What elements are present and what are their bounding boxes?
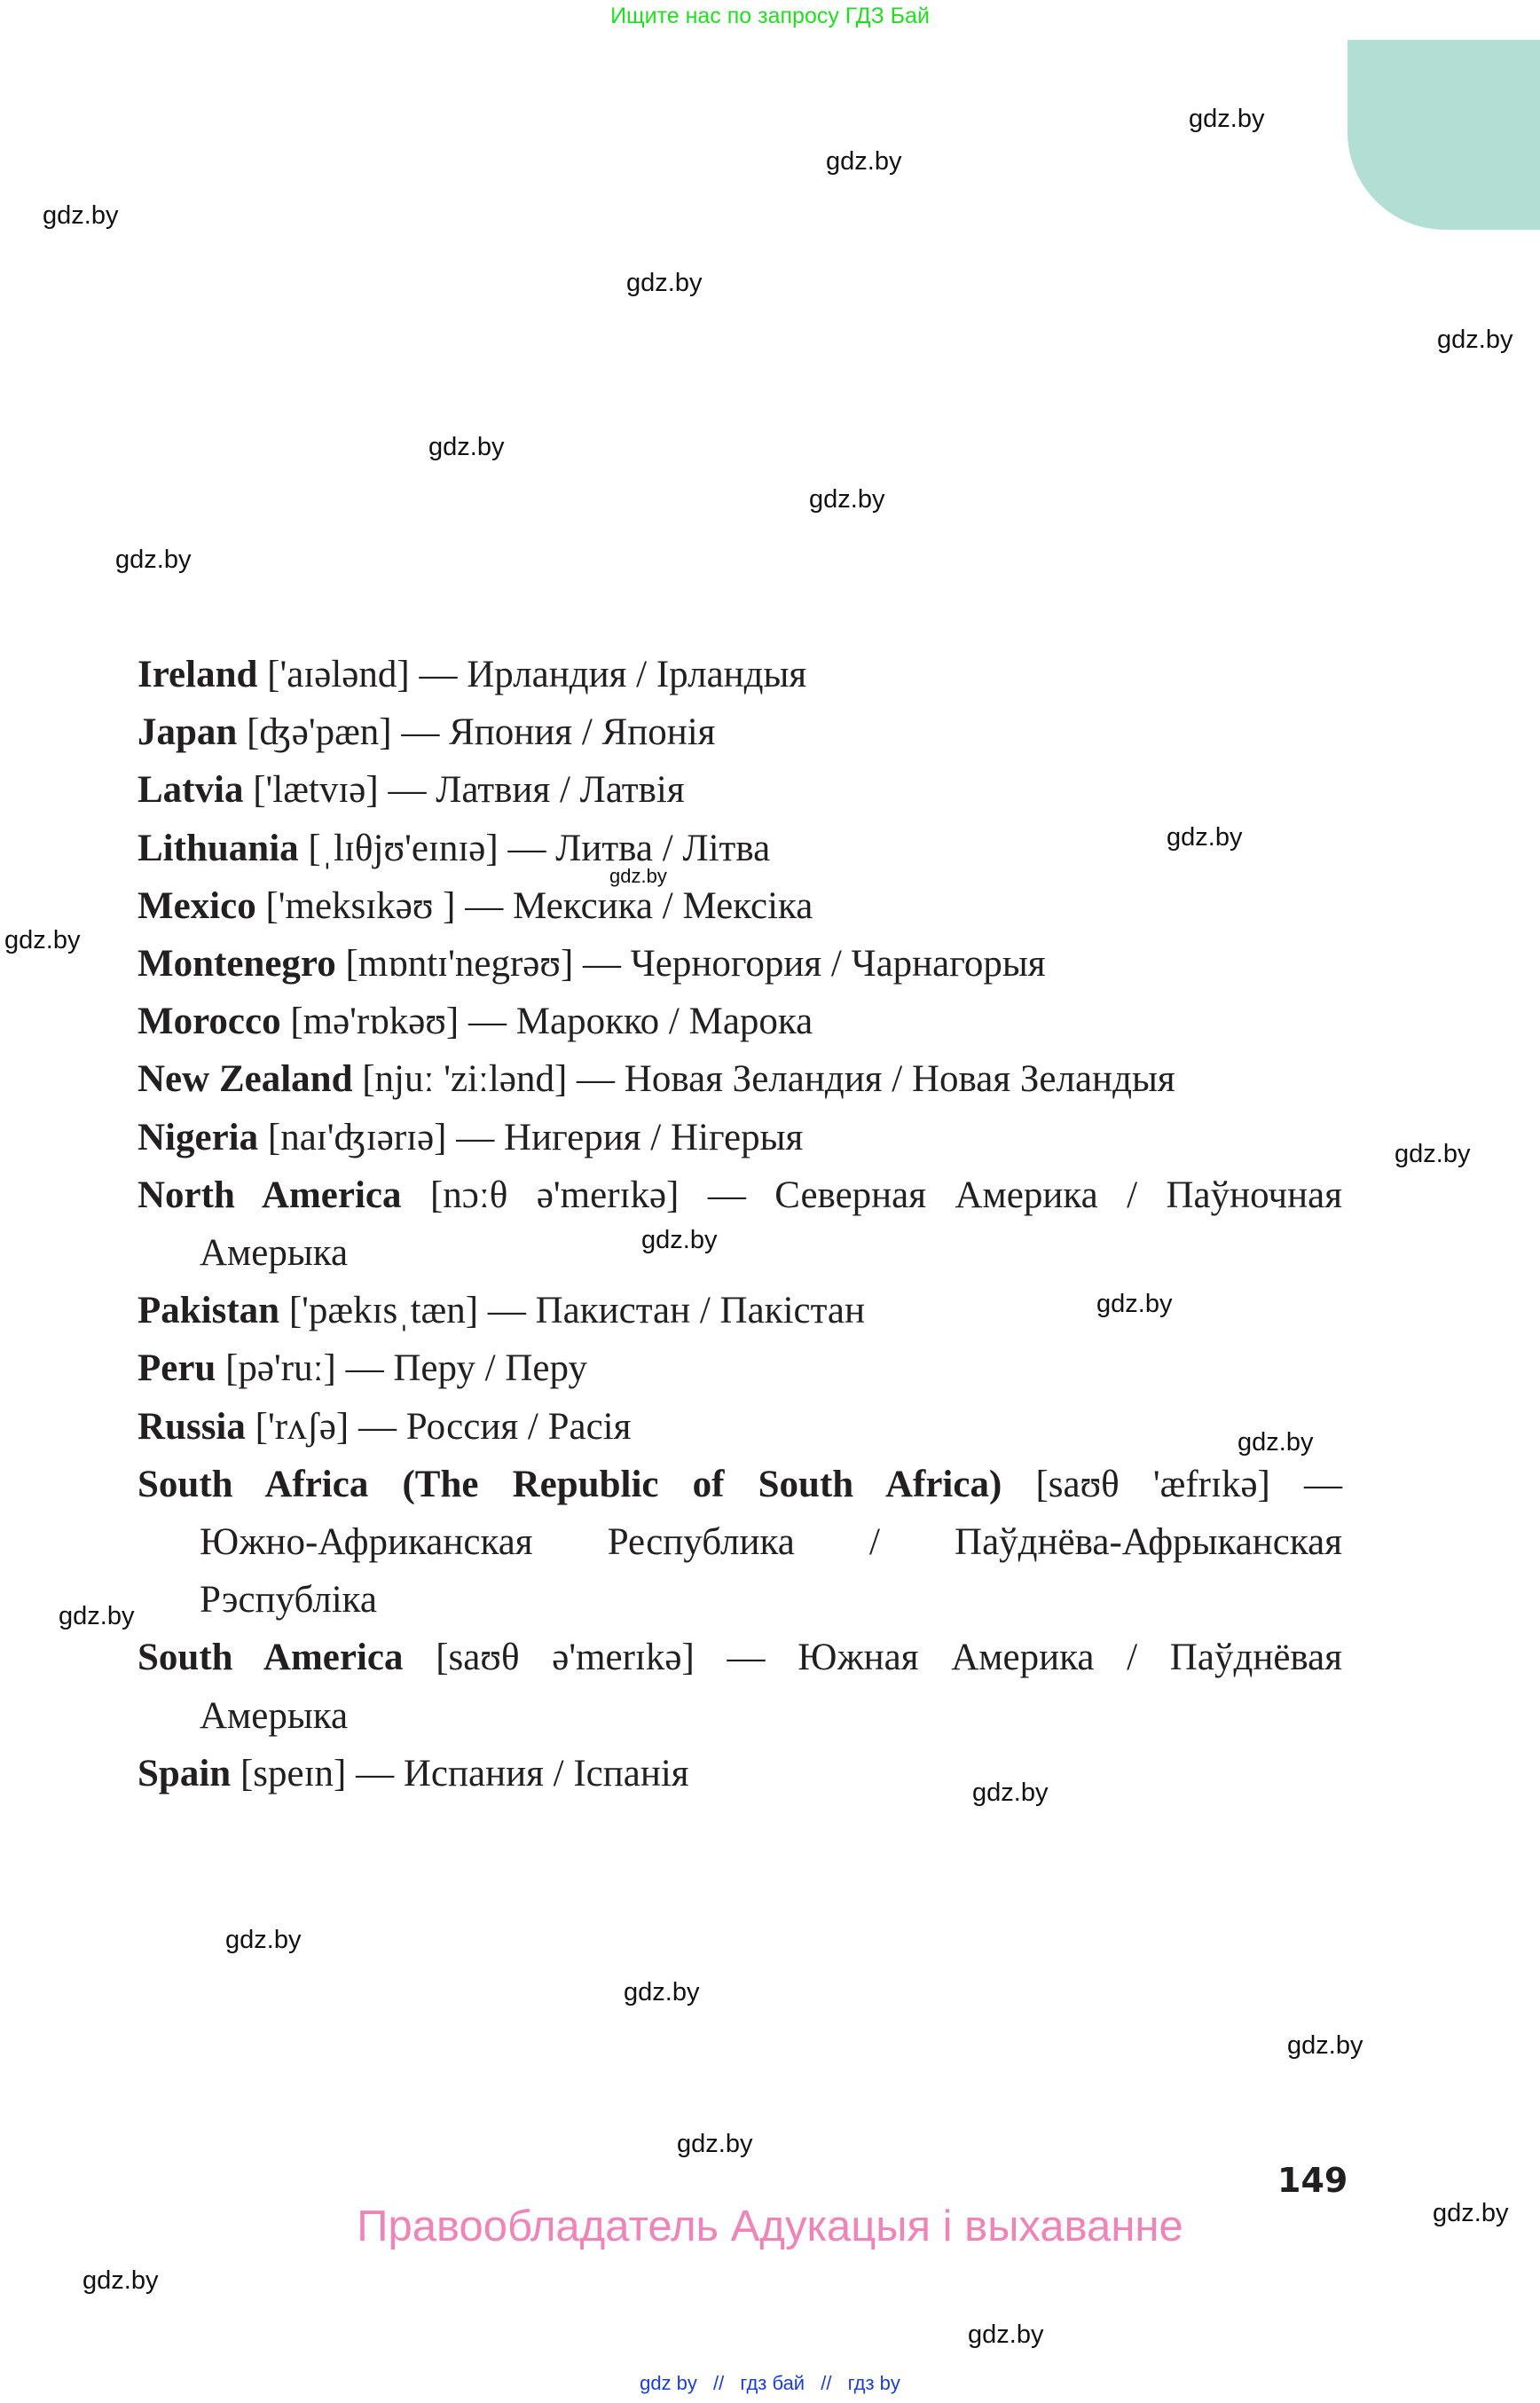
- glossary-entry-nigeria: [138, 1109, 1342, 1166]
- watermark: gdz.by: [1437, 326, 1513, 354]
- watermark: gdz.by: [641, 1226, 718, 1254]
- entry-transcription: [speɪn]: [240, 1752, 347, 1794]
- watermark: gdz.by: [59, 1602, 135, 1630]
- entry-translation: — Южная Америка / Паўднёвая: [727, 1637, 1343, 1679]
- watermark: gdz.by: [115, 546, 192, 574]
- entry-transcription: [pə'ruː]: [225, 1347, 336, 1390]
- entry-term: Nigeria: [138, 1116, 259, 1158]
- entry-transcription: [nɔːθ ə'merɪkə]: [429, 1174, 680, 1216]
- entry-translation: — Пакистан / Пакістан: [487, 1290, 866, 1332]
- footer-link-gdz-by-cyr[interactable]: гдз by: [847, 2372, 900, 2394]
- watermark: gdz.by: [4, 926, 81, 954]
- watermark: gdz.by: [968, 2321, 1044, 2349]
- entry-term: Japan: [138, 711, 238, 754]
- glossary-entry-morocco: [138, 993, 1342, 1050]
- watermark: gdz.by: [43, 201, 119, 230]
- watermark: gdz.by: [677, 2130, 753, 2158]
- footer-separator: //: [713, 2372, 725, 2394]
- entry-term: North America: [138, 1174, 402, 1216]
- entry-transcription: ['lætvɪə]: [253, 769, 379, 812]
- entry-first-line: [138, 1456, 1342, 1513]
- entry-translation: — Северная Америка / Паўночная: [707, 1174, 1343, 1216]
- entry-translation: — Перу / Перу: [345, 1347, 587, 1390]
- entry-translation: — Марокко / Марока: [468, 1001, 813, 1043]
- glossary-entry-south-america: [138, 1629, 1342, 1744]
- entry-translation: — Япония / Японія: [401, 711, 716, 754]
- glossary-entry-north-america: [138, 1166, 1342, 1282]
- footer-link-gdz-by[interactable]: gdz by: [640, 2372, 697, 2394]
- entry-transcription: [mə'rɒkəʊ]: [290, 1001, 460, 1043]
- watermark: gdz.by: [626, 269, 703, 297]
- glossary-entry-russia: [138, 1398, 1342, 1456]
- entry-translation: — Ирландия / Ірландыя: [419, 654, 807, 695]
- glossary-entry-latvia: [138, 761, 1342, 819]
- entry-translation: — Литва / Літва: [507, 827, 771, 869]
- entry-transcription: ['rʌʃə]: [255, 1405, 350, 1448]
- entry-term: Pakistan: [138, 1290, 280, 1332]
- entry-transcription: [mɒntɪ'negrəʊ]: [345, 943, 574, 986]
- watermark-small: gdz.by: [609, 865, 667, 887]
- glossary-entry-mexico: [138, 877, 1342, 935]
- entry-term: Mexico: [138, 884, 256, 927]
- entry-term: South Africa (The Republic of South Africa): [138, 1463, 1002, 1505]
- glossary-entry-new-zealand: [138, 1050, 1342, 1108]
- copyright-notice: Правообладатель Адукацыя і выхаванне: [357, 2203, 1183, 2250]
- glossary-entry-lithuania: [138, 820, 1342, 877]
- entry-translation: — Черногория / Чарнагорыя: [583, 943, 1046, 986]
- entry-first-line: [138, 1629, 1342, 1686]
- entry-translation: — Испания / Іспанія: [356, 1752, 689, 1794]
- entry-term: Lithuania: [138, 827, 299, 869]
- watermark: gdz.by: [1433, 2199, 1509, 2227]
- footer-links: [0, 2372, 1540, 2395]
- entry-term: New Zealand: [138, 1058, 353, 1101]
- entry-term: Latvia: [138, 769, 244, 812]
- entry-term: Montenegro: [138, 943, 336, 986]
- entry-continuation: Амерыка: [200, 1232, 349, 1275]
- glossary-entry-ireland: [138, 646, 1342, 703]
- entry-translation: — Нигерия / Нігерыя: [456, 1116, 804, 1158]
- entry-transcription: [ˌlɪθjʊ'eɪnɪə]: [308, 827, 499, 869]
- entry-transcription: ['meksɪkəʊ ]: [265, 884, 456, 927]
- entry-first-line: [138, 1166, 1342, 1224]
- watermark: gdz.by: [972, 1779, 1049, 1807]
- footer-separator: //: [821, 2372, 832, 2394]
- page-number: 149: [1277, 2161, 1348, 2200]
- watermark: gdz.by: [82, 2266, 159, 2295]
- watermark: gdz.by: [1238, 1428, 1314, 1457]
- entry-translation: — Новая Зеландия / Новая Зеландыя: [577, 1058, 1175, 1101]
- entry-term: Russia: [138, 1405, 246, 1448]
- entry-translation: — Латвия / Латвія: [388, 769, 685, 812]
- entry-transcription: [njuː 'ziːlənd]: [362, 1058, 568, 1101]
- entry-transcription: [saʊθ 'æfrɪkə]: [1035, 1463, 1270, 1505]
- watermark: gdz.by: [826, 147, 902, 176]
- entry-term: South America: [138, 1637, 404, 1679]
- watermark: gdz.by: [1287, 2031, 1363, 2060]
- watermark: gdz.by: [1395, 1140, 1471, 1168]
- entry-continuation: Амерыка: [200, 1694, 349, 1737]
- search-hint-banner: Ищите нас по запросу ГДЗ Бай: [610, 4, 930, 28]
- entry-translation: —: [1304, 1463, 1342, 1505]
- entry-continuation: Южно-Африканская Республика / Паўднёва-Афрыканская: [200, 1521, 1342, 1564]
- entry-transcription: [saʊθ ə'merɪkə]: [436, 1637, 695, 1679]
- watermark: gdz.by: [428, 433, 505, 461]
- entry-term: Ireland: [138, 654, 258, 695]
- watermark: gdz.by: [1096, 1290, 1173, 1318]
- glossary-entry-japan: [138, 703, 1342, 761]
- entry-term: Peru: [138, 1347, 216, 1390]
- watermark: gdz.by: [624, 1978, 700, 2006]
- entry-transcription: [ʤə'pæn]: [247, 711, 392, 754]
- entry-term: Morocco: [138, 1001, 281, 1043]
- entry-transcription: ['aɪələnd]: [267, 654, 410, 695]
- page-corner-tab: [1348, 40, 1540, 230]
- glossary-entry-south-africa: [138, 1456, 1342, 1629]
- country-glossary: [138, 646, 1342, 1802]
- glossary-entry-spain: [138, 1745, 1342, 1802]
- entry-translation: — Россия / Расія: [358, 1405, 632, 1448]
- glossary-entry-montenegro: [138, 935, 1342, 993]
- footer-link-gdz-bai[interactable]: гдз бай: [740, 2372, 805, 2394]
- entry-term: Spain: [138, 1752, 232, 1794]
- watermark: gdz.by: [809, 485, 885, 514]
- watermark: gdz.by: [1167, 823, 1243, 852]
- watermark: gdz.by: [1189, 105, 1265, 133]
- entry-transcription: ['pækɪsˌtæn]: [288, 1290, 479, 1332]
- entry-continuation-2: Рэспубліка: [200, 1579, 378, 1622]
- watermark: gdz.by: [225, 1926, 302, 1954]
- entry-translation: — Мексика / Мексіка: [465, 884, 813, 927]
- entry-transcription: [naɪ'ʤɪərɪə]: [267, 1116, 447, 1158]
- glossary-entry-peru: [138, 1339, 1342, 1397]
